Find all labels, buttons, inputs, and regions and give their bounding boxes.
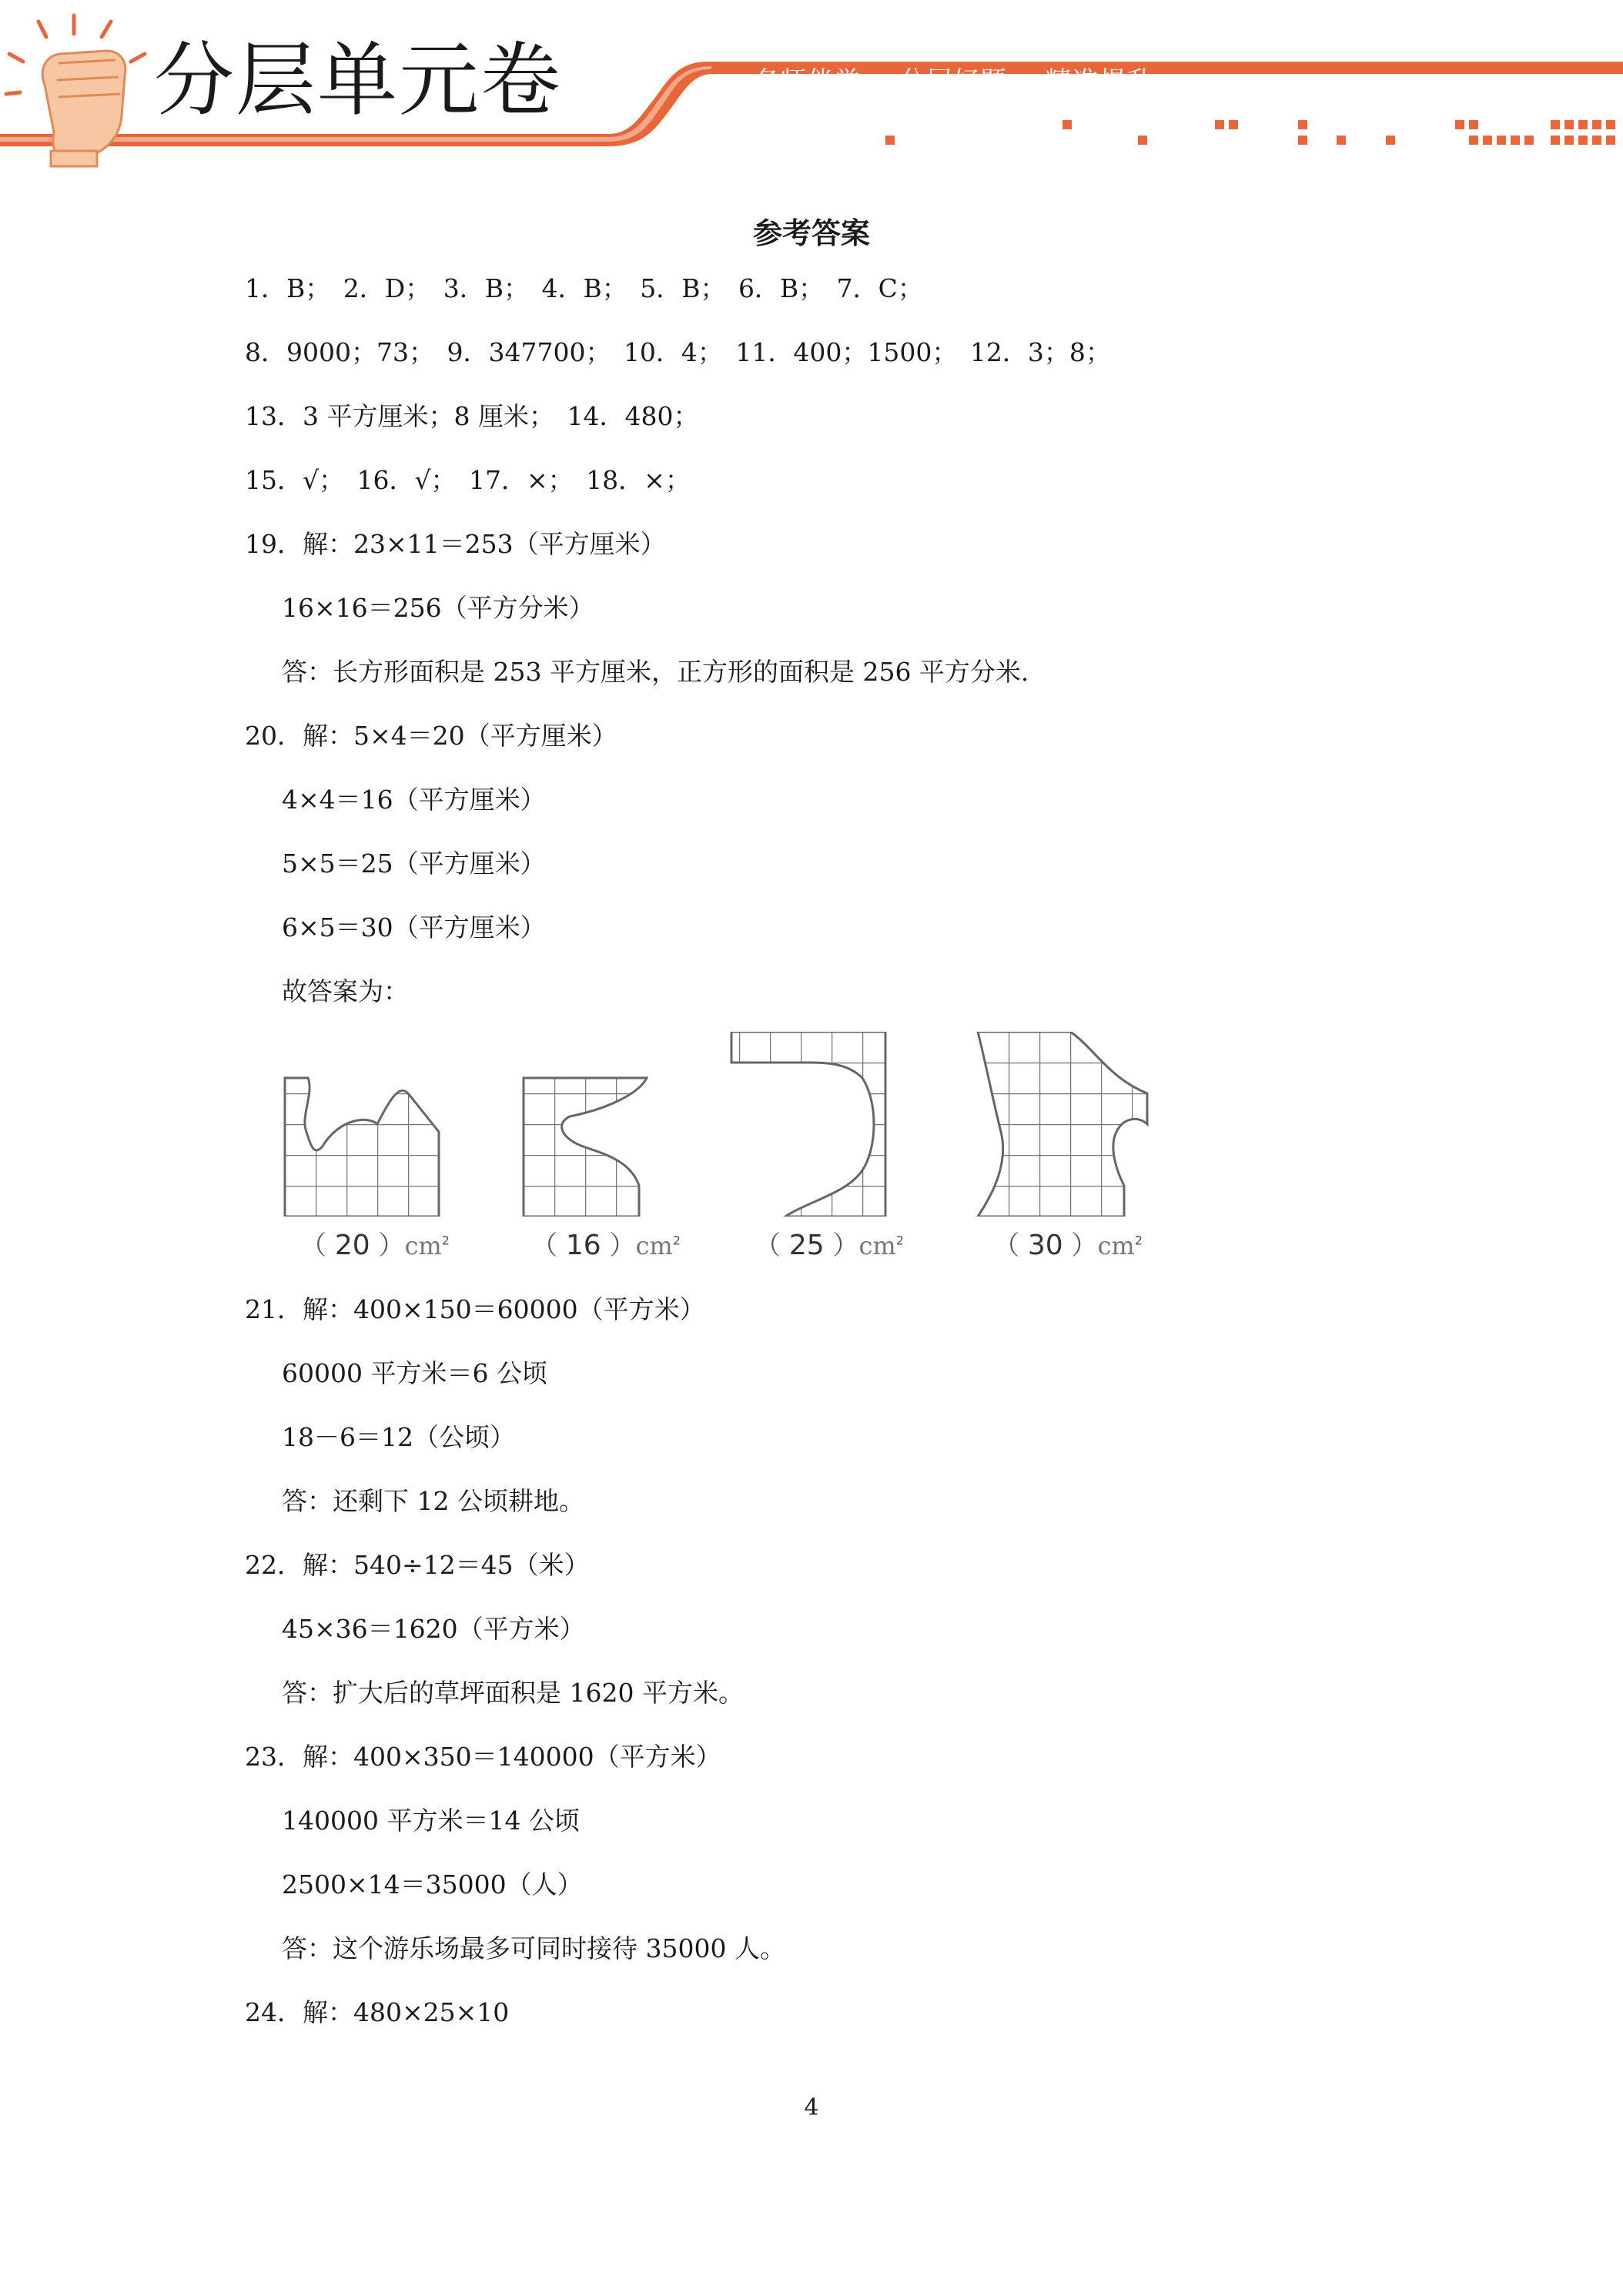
answer-line: 答：这个游乐场最多可同时接待 35000 人。: [282, 1933, 785, 1963]
superscript-2-icon: 2: [1134, 1233, 1143, 1248]
figure-unit: cm: [404, 1231, 442, 1260]
header-pixel-dots: [885, 120, 1615, 145]
figure-value: 16: [565, 1230, 601, 1261]
grid-figures-svg: [277, 1032, 1201, 1217]
answer-line: 15．√； 16．√； 17．×； 18．×；: [245, 465, 691, 495]
figure-unit: cm: [1097, 1231, 1135, 1260]
answer-line: 16×16＝256（平方分米）: [282, 593, 594, 623]
brand-title: 分层单元卷: [154, 33, 563, 127]
answer-line: 24．解：480×25×10: [245, 1997, 510, 2027]
figure-unit: cm: [635, 1231, 673, 1260]
answer-line: 6×5＝30（平方厘米）: [282, 912, 546, 942]
answer-line: 答：还剩下 12 公顷耕地。: [282, 1486, 584, 1516]
grid-figure-2: [524, 1078, 647, 1217]
grid-figure-1: [285, 1078, 439, 1217]
answer-line: 4×4＝16（平方厘米）: [282, 785, 546, 815]
answer-line: 23．解：400×350＝140000（平方米）: [245, 1742, 721, 1772]
figure-label-1: （ 20 ）$cm^2$: [300, 1230, 450, 1261]
grid-figure-4: [978, 1032, 1147, 1217]
answer-line: 21．解：400×150＝60000（平方米）: [245, 1294, 705, 1324]
answer-line: 18－6＝12（公顷）: [282, 1422, 515, 1452]
answer-line: 60000 平方米＝6 公顷: [282, 1358, 547, 1388]
figure-value: 25: [788, 1230, 825, 1261]
superscript-2-icon: 2: [441, 1233, 450, 1248]
header-slogan: [753, 60, 1183, 98]
answer-line: 答：扩大后的草坪面积是 1620 平方米。: [282, 1678, 744, 1708]
page-header: [0, 0, 1623, 169]
figure-label-4: （ 30 ）$cm^2$: [993, 1230, 1143, 1261]
answer-line: 13．3 平方厘米；8 厘米； 14．480；: [245, 401, 699, 431]
superscript-2-icon: 2: [895, 1233, 904, 1248]
answer-line: 答：长方形面积是 253 平方厘米，正方形的面积是 256 平方分米.: [282, 657, 1029, 687]
answer-line: 2500×14＝35000（人）: [282, 1869, 583, 1899]
grid-figures: [277, 1032, 1201, 1270]
answer-line: 19．解：23×11＝253（平方厘米）: [245, 529, 666, 559]
figure-label-2: （ 16 ）$cm^2$: [531, 1230, 681, 1261]
slogan-item: 精准提升: [1045, 66, 1153, 97]
slogan-item: 分层好题: [899, 66, 1007, 97]
answer-line: 20．解：5×4＝20（平方厘米）: [245, 721, 617, 751]
figure-unit: cm: [858, 1231, 896, 1260]
answer-line: 22．解：540÷12＝45（米）: [245, 1550, 590, 1580]
page-title: 参考答案: [752, 216, 870, 250]
figure-value: 30: [1027, 1230, 1063, 1261]
slogan-item: 名师伴学: [753, 66, 861, 97]
answer-line: 5×5＝25（平方厘米）: [282, 848, 546, 879]
answer-line: 1．B； 2．D； 3．B； 4．B； 5．B； 6．B； 7．C；: [245, 273, 923, 303]
answer-line: 8．9000；73； 9．347700； 10．4； 11．400；1500； 12．3；8；: [245, 337, 1111, 367]
answer-line: 45×36＝1620（平方米）: [282, 1614, 585, 1644]
page-number: 4: [804, 2094, 819, 2121]
superscript-2-icon: 2: [672, 1233, 681, 1248]
figure-label-3: （ 25 ）$cm^2$: [755, 1230, 904, 1261]
answer-line: 140000 平方米＝14 公顷: [282, 1806, 580, 1836]
figure-value: 20: [334, 1230, 370, 1261]
grid-figure-3: [731, 1032, 885, 1217]
answer-line: 故答案为：: [282, 976, 409, 1006]
